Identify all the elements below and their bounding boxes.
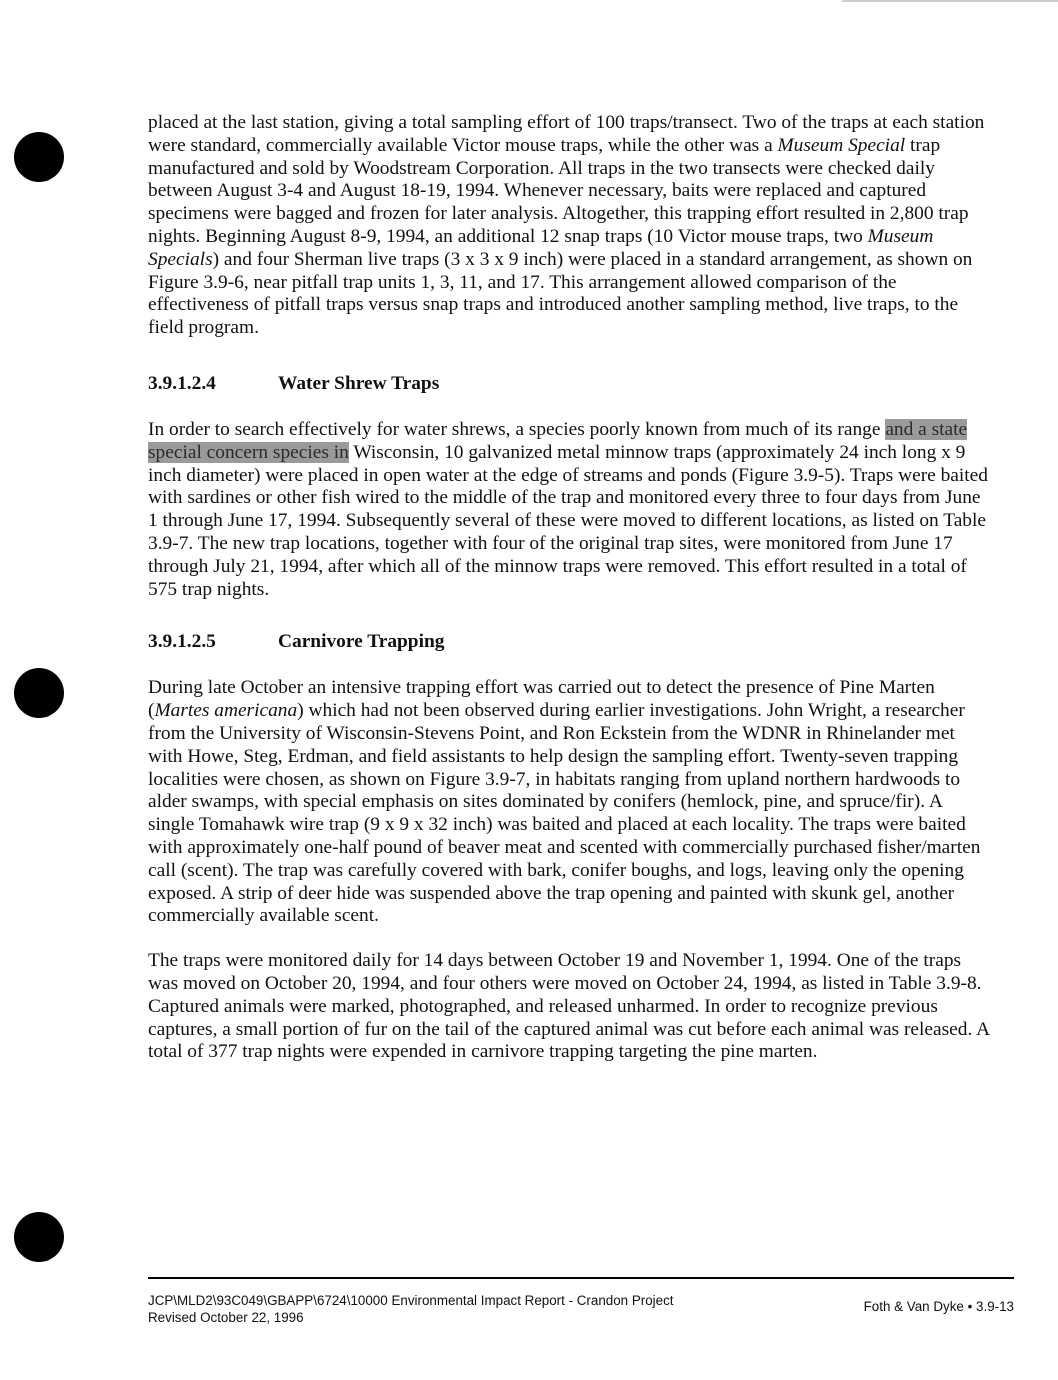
- intro-text-1: placed at the last station, giving a total sampling effort of 100 traps/transect. Two of the traps at each station were standard, commercially available Victor mouse traps, while the other was a: [148, 112, 985, 156]
- water-shrew-text-2: Wisconsin, 10 galvanized metal minnow traps (approximately 24 inch long x 9 inch diameter) were placed in open water at the edge of streams and ponds (Figure 3.9-5). Traps were baited with sardines or other fish wired to the middle of the trap and monitored every three to four days from June 1 through June 17, 1994. Subsequently several of these were moved to different locations, as listed on Table 3.9-7. The new trap locations, together with four of the original trap sites, were monitored from June 17 through July 21, 1994, after which all of the minnow traps were removed. This effort resulted in a total of 575 trap nights.: [148, 441, 988, 600]
- carnivore-text-2: ) which had not been observed during earlier investigations. John Wright, a researcher from the University of Wisconsin-Stevens Point, and Ron Eckstein from the WDNR in Rhinelander met with Howe, Steg, Erdman, and field assistants to help design the sampling effort. Twenty-seven trapping localities were chosen, as shown on Figure 3.9-7, in habitats ranging from upland northern hardwoods to alder swamps, with special emphasis on sites dominated by conifers (hemlock, pine, and spruce/fir). A single Tomahawk wire trap (9 x 9 x 32 inch) was baited and placed at each locality. The traps were baited with approximately one-half pound of beaver meat and scented with commercially purchased fisher/marten call (scent). The trap was carefully covered with bark, conifer boughs, and logs, leaving only the opening exposed. A strip of deer hide was suspended above the trap opening and painted with skunk gel, another commercially available scent.: [148, 700, 981, 927]
- punch-hole-middle: [14, 668, 64, 718]
- footer-revised-date: Revised October 22, 1996: [148, 1310, 304, 1325]
- water-shrew-text-1: In order to search effectively for water shrews, a species poorly known from much of its range: [148, 418, 886, 440]
- footer-bullet: •: [967, 1299, 973, 1314]
- page-number: 3.9-13: [976, 1299, 1014, 1314]
- intro-italic-museum-specials: Museum Specials: [148, 225, 934, 270]
- water-shrew-paragraph: [148, 419, 990, 601]
- highlighted-text: and a state special concern species in: [148, 418, 968, 463]
- footer-left: [148, 1292, 674, 1326]
- carnivore-paragraph-1: [148, 677, 990, 928]
- footer-report-title: Environmental Impact Report - Crandon Project: [391, 1293, 674, 1308]
- punch-hole-top: [14, 132, 64, 182]
- footer-path: JCP\MLD2\93C049\GBAPP\6724\10000: [148, 1293, 388, 1308]
- intro-text-3: ) and four Sherman live traps (3 x 3 x 9 inch) were placed in a standard arrangement, as shown on Figure 3.9-6, near pitfall trap units 1, 3, 11, and 17. This arrangement allowed comparison of the effectiveness of pitfall traps versus snap traps and introduced another sampling method, live traps, to the field program.: [148, 248, 973, 339]
- intro-italic-museum-special: Museum Special: [777, 134, 906, 156]
- footer-right: [864, 1298, 1014, 1315]
- carnivore-italic-species: Martes americana: [154, 700, 298, 722]
- footer-company: Foth & Van Dyke: [863, 1299, 964, 1314]
- footer-rule: [148, 1277, 1014, 1279]
- footer-line-1: [148, 1292, 674, 1309]
- section-heading-water-shrew: [148, 373, 990, 395]
- carnivore-text-1: During late October an intensive trapping effort was carried out to detect the presence of Pine Marten (: [148, 677, 935, 722]
- intro-text-2: trap manufactured and sold by Woodstream Corporation. All traps in the two transects were checked daily between August 3-4 and August 18-19, 1994. Whenever necessary, baits were replaced and captured specimens were bagged and frozen for later analysis. Altogether, this trapping effort resulted in 2,800 trap nights. Beginning August 8-9, 1994, an additional 12 snap traps (10 Victor mouse traps, two: [148, 134, 969, 247]
- section-number: 3.9.1.2.5: [148, 631, 216, 653]
- section-title: Water Shrew Traps: [278, 372, 440, 394]
- scan-edge-line: [842, 0, 1058, 2]
- intro-paragraph: [148, 112, 990, 340]
- section-number: 3.9.1.2.4: [148, 372, 216, 394]
- section-heading-carnivore: [148, 631, 990, 653]
- punch-hole-bottom: [14, 1212, 64, 1262]
- section-title: Carnivore Trapping: [278, 631, 445, 653]
- document-body: [148, 112, 990, 1064]
- carnivore-paragraph-2: The traps were monitored daily for 14 days between October 19 and November 1, 1994. One of the traps was moved on October 20, 1994, and four others were moved on October 24, 1994, as listed in Table 3.9-8. Captured animals were marked, photographed, and released unharmed. In order to recognize previous captures, a small portion of fur on the tail of the captured animal was cut before each animal was released. A total of 377 trap nights were expended in carnivore trapping targeting the pine marten.: [148, 950, 990, 1063]
